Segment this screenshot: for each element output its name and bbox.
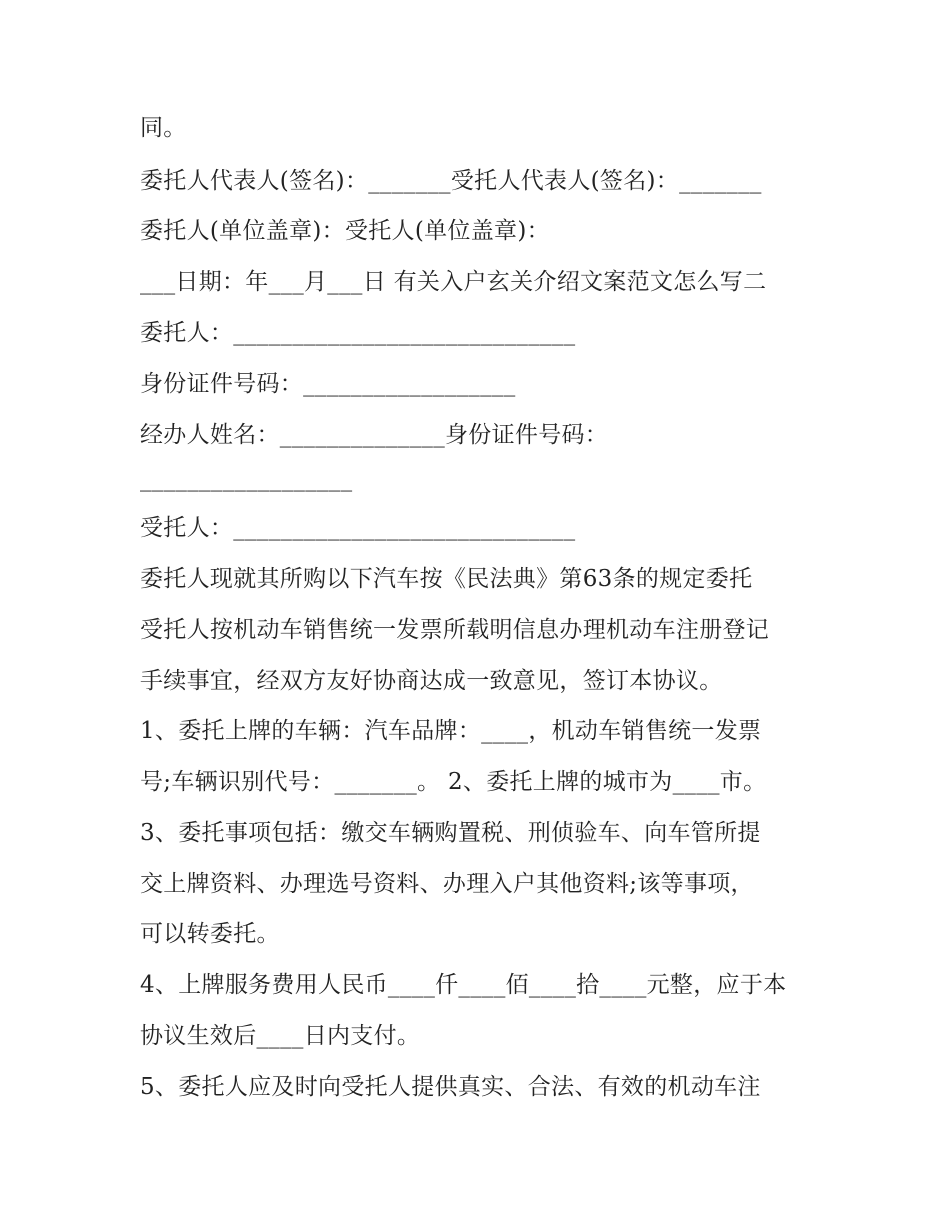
text-line: 5、委托人应及时向受托人提供真实、合法、有效的机动车注 <box>140 1074 761 1100</box>
text-line: ___日期：年___月___日 有关入户玄关介绍文案范文怎么写二 <box>140 269 767 295</box>
text-line: 可以转委托。 <box>140 921 280 947</box>
text-line: 受托人按机动车销售统一发票所载明信息办理机动车注册登记 <box>140 617 770 643</box>
text-line: 委托人(单位盖章)：受托人(单位盖章)： <box>140 218 550 244</box>
text-line: 4、上牌服务费用人民币____仟____佰____拾____元整，应于本 <box>140 972 787 998</box>
text-line: 1、委托上牌的车辆：汽车品牌：____，机动车销售统一发票 <box>140 718 762 744</box>
text-line: 手续事宜，经双方友好协商达成一致意见，签订本协议。 <box>140 668 723 694</box>
text-line: 委托人：_____________________________ <box>140 320 576 346</box>
text-line: 委托人现就其所购以下汽车按《民法典》第63条的规定委托 <box>140 566 753 592</box>
text-line: 协议生效后____日内支付。 <box>140 1023 421 1049</box>
text-line: 号;车辆识别代号：_______。 2、委托上牌的城市为____市。 <box>140 769 767 795</box>
text-line: 交上牌资料、办理选号资料、办理入户其他资料;该等事项， <box>140 871 754 897</box>
text-line: 同。 <box>140 115 187 141</box>
text-line: 经办人姓名：______________身份证件号码： <box>140 422 609 448</box>
text-line: __________________ <box>140 466 353 492</box>
text-line: 委托人代表人(签名)：_______受托人代表人(签名)：_______ <box>140 168 762 194</box>
text-line: 受托人：_____________________________ <box>140 515 576 541</box>
text-line: 3、委托事项包括：缴交车辆购置税、刑侦验车、向车管所提 <box>140 820 761 846</box>
text-line: 身份证件号码：__________________ <box>140 371 516 397</box>
